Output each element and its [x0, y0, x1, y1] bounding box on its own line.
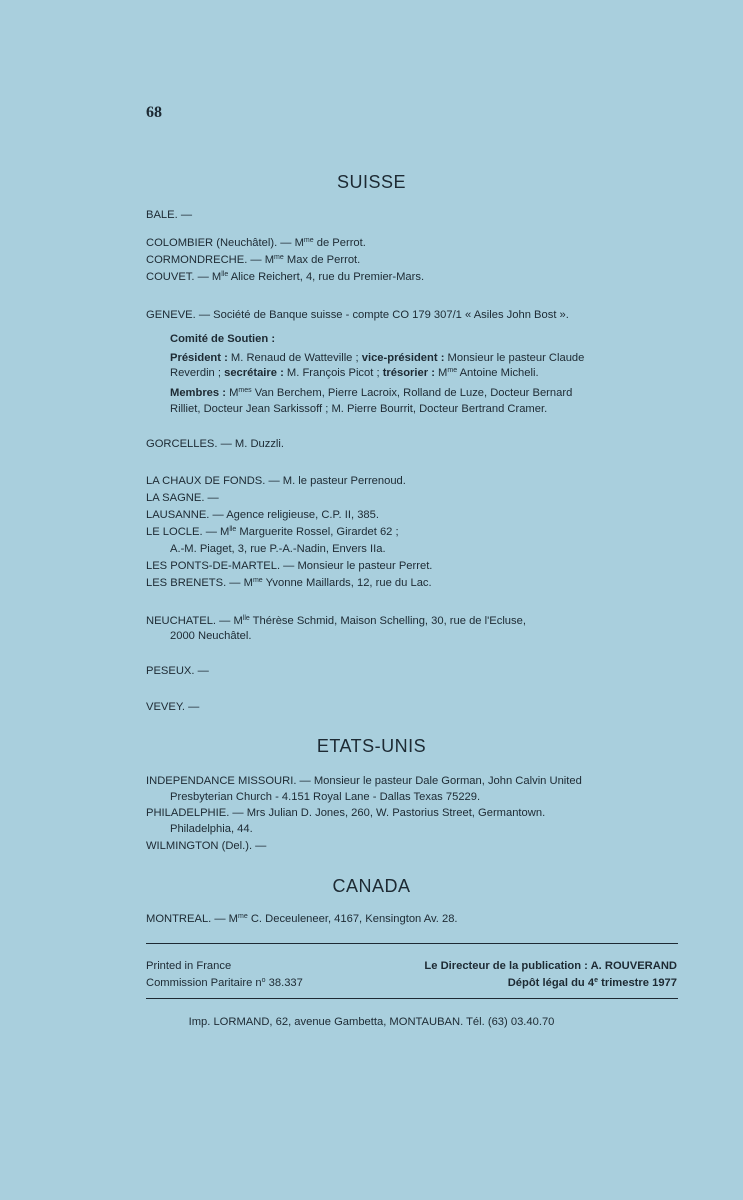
- comite-membres-line1: Membres : $M^{mes}$ Van Berchem, Pierre Lacroix, Rolland de Luze, Docteur Bernard: [170, 387, 573, 399]
- entry-philadelphie-line2: Philadelphia, 44.: [170, 823, 253, 835]
- footer-commission: Commission Paritaire $n^o$ 38.337: [146, 977, 303, 989]
- page-number: 68: [146, 104, 162, 121]
- entry-vevey: VEVEY. —: [146, 701, 200, 713]
- entry-couvet: COUVET. — $M^{lle}$ Alice Reichert, 4, rue du Premier-Mars.: [146, 271, 425, 283]
- entry-neuchatel-line2: 2000 Neuchâtel.: [170, 630, 252, 642]
- entry-les-brenets: LES BRENETS. — $M^{me}$ Yvonne Maillards, 12, rue du Lac.: [146, 577, 432, 589]
- entry-lausanne: LAUSANNE. — Agence religieuse, C.P. II, 385.: [146, 509, 379, 521]
- entry-cormondreche: CORMONDRECHE. — $M^{me}$ Max de Perrot.: [146, 254, 361, 266]
- footer-rule-bottom: [146, 998, 678, 999]
- entry-gorcelles: GORCELLES. — M. Duzzli.: [146, 438, 285, 450]
- entry-colombier: COLOMBIER (Neuchâtel). — $M^{me}$ de Perrot.: [146, 237, 366, 249]
- entry-bale: BALE. —: [146, 209, 193, 221]
- heading-suisse: SUISSE: [336, 172, 407, 192]
- footer-directeur: Le Directeur de la publication : A. ROUVERAND: [424, 960, 677, 972]
- comite-heading: Comité de Soutien :: [170, 333, 276, 345]
- entry-geneve: GENEVE. — Société de Banque suisse - compte CO 179 307/1 « Asiles John Bost ».: [146, 309, 569, 321]
- entry-montreal: MONTREAL. — $M^{me}$ C. Deceuleneer, 4167, Kensington Av. 28.: [146, 913, 458, 925]
- entry-la-sagne: LA SAGNE. —: [146, 492, 219, 504]
- comite-president-line2: Reverdin ; secrétaire : M. François Picot ; trésorier : $M^{me}$ Antoine Micheli.: [170, 367, 539, 379]
- comite-membres-line2: Rilliet, Docteur Jean Sarkissoff ; M. Pierre Bourrit, Docteur Bertrand Cramer.: [170, 403, 548, 415]
- entry-peseux: PESEUX. —: [146, 665, 209, 677]
- entry-le-locle-line2: A.-M. Piaget, 3, rue P.-A.-Nadin, Envers IIa.: [170, 543, 386, 555]
- comite-president-line1: Président : M. Renaud de Watteville ; vice-président : Monsieur le pasteur Claude: [170, 352, 585, 364]
- footer-imprimeur: Imp. LORMAND, 62, avenue Gambetta, MONTAUBAN. Tél. (63) 03.40.70: [188, 1016, 555, 1028]
- footer-printed: Printed in France: [146, 960, 232, 972]
- heading-etats-unis: ETATS-UNIS: [316, 736, 427, 756]
- entry-philadelphie: PHILADELPHIE. — Mrs Julian D. Jones, 260, W. Pastorius Street, Germantown.: [146, 807, 546, 819]
- entry-independance: INDEPENDANCE MISSOURI. — Monsieur le pasteur Dale Gorman, John Calvin United: [146, 775, 582, 787]
- entry-ponts-de-martel: LES PONTS-DE-MARTEL. — Monsieur le pasteur Perret.: [146, 560, 433, 572]
- entry-neuchatel: NEUCHATEL. — $M^{lle}$ Thérèse Schmid, Maison Schelling, 30, rue de l'Ecluse,: [146, 615, 526, 627]
- footer-depot-legal: Dépôt légal du 4e trimestre 1977: [507, 977, 677, 989]
- entry-chaux-de-fonds: LA CHAUX DE FONDS. — M. le pasteur Perrenoud.: [146, 475, 406, 487]
- heading-canada: CANADA: [332, 876, 411, 896]
- footer-rule-top: [146, 943, 678, 944]
- entry-le-locle: LE LOCLE. — $M^{lle}$ Marguerite Rossel, Girardet 62 ;: [146, 526, 399, 538]
- entry-wilmington: WILMINGTON (Del.). —: [146, 840, 267, 852]
- entry-independance-line2: Presbyterian Church - 4.151 Royal Lane - Dallas Texas 75229.: [170, 791, 481, 803]
